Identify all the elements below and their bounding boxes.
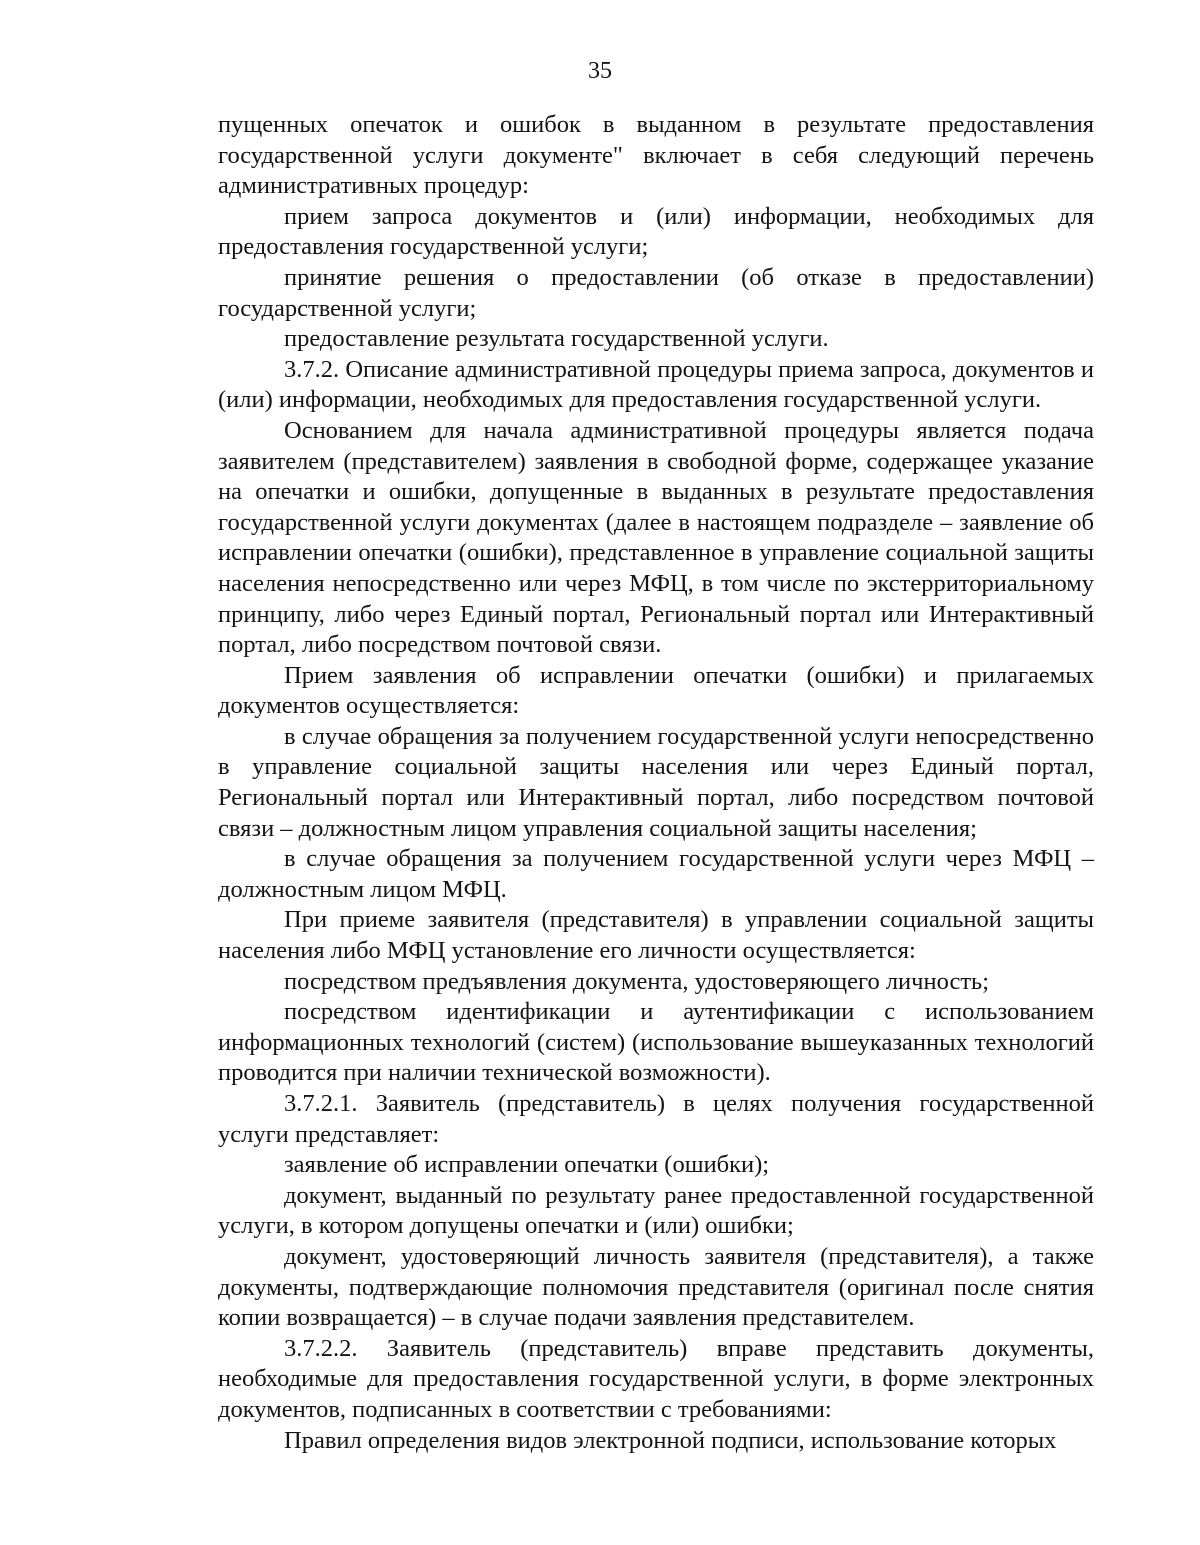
paragraph: Прием заявления об исправлении опечатки (ошибки) и прилагаемых документов осуществляется: [218, 661, 1094, 720]
paragraph-list-item: заявление об исправлении опечатки (ошибки); [284, 1151, 770, 1179]
paragraph-list-item: предоставление результата государственной услуги. [284, 325, 829, 353]
paragraph: При приеме заявителя (представителя) в управлении социальной защиты населения либо МФЦ установление его личности осуществляется: [218, 906, 1094, 965]
paragraph-list-item: документ, выданный по результату ранее предоставленной государственной услуги, в котором допущены опечатки и (или) ошибки; [218, 1181, 1094, 1240]
page-number: 35 [588, 58, 612, 84]
paragraph-list-item: принятие решения о предоставлении (об отказе в предоставлении) государственной услуги; [218, 263, 1094, 322]
paragraph-section-3-7-2-2: 3.7.2.2. Заявитель (представитель) вправе представить документы, необходимые для предоставления государственной услуги, в форме электронных документов, подписанных в соответствии с требованиями: [218, 1334, 1094, 1423]
paragraph-truncated: Правил определения видов электронной подписи, использование которых [284, 1426, 1057, 1454]
paragraph-continuation: пущенных опечаток и ошибок в выданном в результате предоставления государственной услуги документе" включает в себя следующий перечень административных процедур: [218, 111, 1094, 200]
paragraph: Основанием для начала административной процедуры является подача заявителем (представителем) заявления в свободной форме, содержащее указание на опечатки и ошибки, допущенные в выданных в результате предоставления государственной услуги документах (далее в настоящем подразделе – заявление об исправлении опечатки (ошибки), представленное в управление социальной защиты населения непосредственно или через МФЦ, в том числе по экстерриториальному принципу, либо через Единый портал, Региональный портал или Интерактивный портал, либо посредством почтовой связи. [218, 416, 1094, 659]
paragraph-list-item: прием запроса документов и (или) информации, необходимых для предоставления государственной услуги; [218, 202, 1094, 261]
paragraph-list-item: посредством предъявления документа, удостоверяющего личность; [284, 967, 990, 995]
paragraph-list-item: в случае обращения за получением государственной услуги непосредственно в управление социальной защиты населения или через Единый портал, Региональный портал или Интерактивный портал, либо посредством почтовой связи – должностным лицом управления социальной защиты населения; [218, 722, 1094, 842]
paragraph-section-3-7-2-1: 3.7.2.1. Заявитель (представитель) в целях получения государственной услуги представляет: [218, 1090, 1094, 1148]
paragraph-list-item: документ, удостоверяющий личность заявителя (представителя), а также документы, подтверждающие полномочия представителя (оригинал после снятия копии возвращается) – в случае подачи заявления представителем. [218, 1242, 1094, 1332]
paragraph-section-3-7-2: 3.7.2. Описание административной процедуры приема запроса, документов и (или) информации, необходимых для предоставления государственной услуги. [218, 355, 1094, 414]
paragraph-list-item: посредством идентификации и аутентификации с использованием информационных технологий (систем) (использование вышеуказанных технологий проводится при наличии технической возможности). [218, 998, 1094, 1087]
document-body [218, 110, 1094, 1456]
paragraph-list-item: в случае обращения за получением государственной услуги через МФЦ – должностным лицом МФЦ. [218, 845, 1094, 903]
